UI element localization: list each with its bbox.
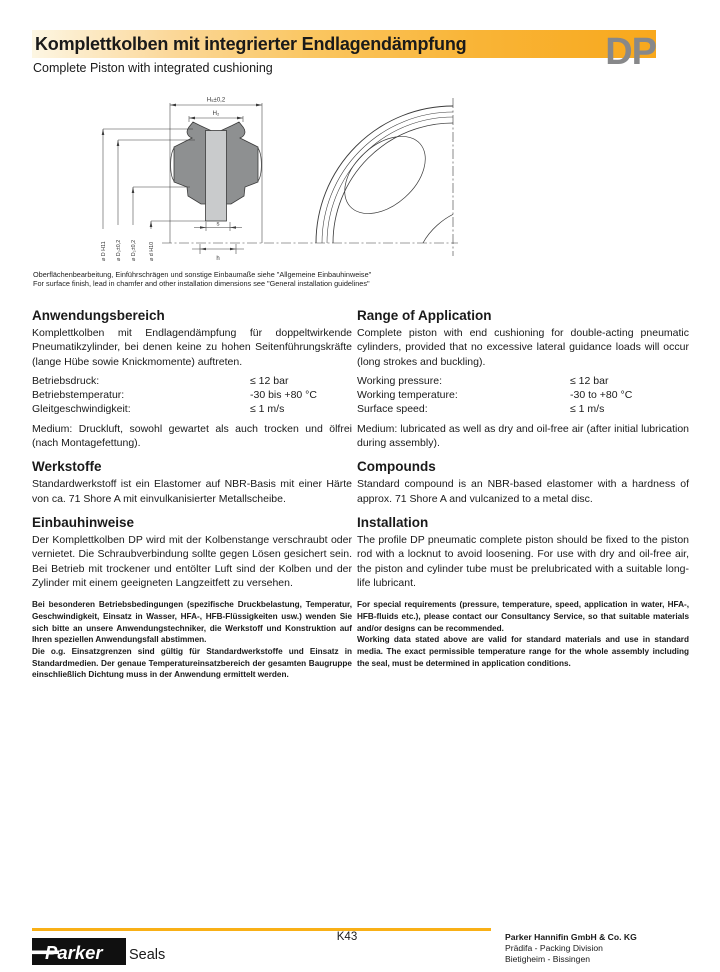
- piston-front-view: [316, 106, 461, 264]
- fine-print-en: [357, 599, 689, 669]
- piston-cross-section: [171, 122, 262, 221]
- spec-label: Surface speed:: [357, 403, 428, 416]
- paragraph-medium-en: Medium: lubricated as well as dry and oil-free air (after initial lubrication during assembly).: [357, 422, 689, 450]
- spec-row: [32, 402, 352, 416]
- heading-werkstoffe: Werkstoffe: [32, 459, 102, 475]
- brand-block: [32, 938, 165, 965]
- spec-table-de: [32, 374, 352, 417]
- product-code: DP: [605, 31, 656, 73]
- spoke-cutout-partial: [404, 195, 461, 264]
- dim-label-s: s: [216, 221, 220, 228]
- spec-row: [357, 374, 689, 388]
- company-name: Parker Hannifin GmbH & Co. KG: [505, 932, 637, 942]
- dim-label-d2: ⌀ D₂±0,2: [131, 239, 137, 261]
- paragraph-medium-de: Medium: Druckluft, sowohl gewartet als auch trocken und ölfrei (nach Montagefettung).: [32, 422, 352, 450]
- heading-compounds: Compounds: [357, 459, 436, 475]
- page-title: Komplettkolben mit integrierter Endlagendämpfung: [35, 34, 467, 54]
- heading-einbauhinweise: Einbauhinweise: [32, 514, 135, 530]
- dim-label-h: h: [216, 256, 220, 262]
- spec-value: ≤ 1 m/s: [250, 403, 285, 416]
- company-address: [505, 932, 637, 965]
- note: Bei besonderen Betriebsbedingungen (spezifische Druckbelastung, Temperatur, Geschwindigkeit, Einsatz in Wasser, HFA-, HFB-Flüssigkeiten usw.) wenden Sie sich bitte an unsere Anwendungstechniker, die Werkstoff und Konstruktion auf Ihren speziellen Anwendungsfall abstimmen.: [32, 600, 352, 645]
- dim-label-h2: H₂: [212, 111, 220, 117]
- heading-installation: Installation: [357, 514, 429, 530]
- note: Working data stated above are valid for standard materials and use in standard media. The exact permissible temperature range for the whole assembly including the seal, must be determined in application conditions.: [357, 635, 689, 668]
- spec-value: ≤ 12 bar: [570, 374, 609, 387]
- dim-label-h5: H₅±0,2: [206, 97, 226, 104]
- spec-table-en: [357, 374, 689, 417]
- paragraph-werkstoffe: Standardwerkstoff ist ein Elastomer auf NBR-Basis mit einer Härte von ca. 71 Shore A mit einvulkanisierter Metallscheibe.: [32, 478, 352, 505]
- column-german: [32, 308, 352, 681]
- heading-range-of-application: Range of Application: [357, 308, 492, 323]
- dim-label-d-rod: ⌀ d H10: [149, 241, 155, 261]
- spec-row: [357, 388, 689, 402]
- technical-drawing-area: [96, 86, 461, 269]
- page-number: K43: [336, 931, 358, 943]
- dim-label-d3: ⌀ D₃±0,2: [116, 239, 122, 261]
- spec-row: [32, 374, 352, 388]
- spec-value: -30 to +80 °C: [570, 389, 633, 402]
- page-subtitle: Complete Piston with integrated cushioning: [33, 61, 273, 75]
- technical-drawing: [96, 86, 461, 264]
- dim-label-d: ⌀ D H11: [101, 241, 107, 261]
- spec-value: -30 bis +80 °C: [250, 389, 317, 402]
- metal-disc-section: [206, 131, 227, 222]
- logo-wordmark: Parker: [45, 942, 103, 963]
- spec-row: [357, 402, 689, 416]
- company-location: Bietigheim - Bissingen: [505, 954, 591, 964]
- paragraph-compounds: Standard compound is an NBR-based elastomer with a hardness of approx. 71 Shore A and vulcanized to a metal disc.: [357, 478, 689, 505]
- company-division: Prädifa - Packing Division: [505, 943, 603, 953]
- paragraph-application: Complete piston with end cushioning for double-acting pneumatic cylinders, provided that no excessive lateral guidance loads will occur (long strokes and buckling).: [357, 327, 689, 368]
- paragraph-einbauhinweise: Der Komplettkolben DP wird mit der Kolbenstange verschraubt oder vernietet. Die Schraubverbindung sollte gegen Lösen gesichert sein. Bei Betrieb mit trockener und entölter Luft sind der Kolben und der Zylinder mit einem geeigneten Langzeitfett zu versehen.: [32, 533, 352, 589]
- heading-anwendungsbereich: Anwendungsbereich: [32, 308, 165, 323]
- spec-label: Gleitgeschwindigkeit:: [32, 403, 131, 416]
- spec-row: [32, 388, 352, 402]
- spoke-cutout: [330, 121, 440, 228]
- note: For special requirements (pressure, temperature, speed, application in water, HFA-, HFB-fluids etc.), please contact our Consultancy Service, so that suitable materials and/or designs can be recommended.: [357, 600, 689, 633]
- drawing-caption: [33, 270, 371, 288]
- spec-value: ≤ 12 bar: [250, 374, 289, 387]
- drawing-caption-en: For surface finish, lead in chamfer and other installation dimensions see "General installation guidelines": [33, 279, 370, 289]
- spec-label: Working temperature:: [357, 389, 458, 402]
- parker-logo: [32, 938, 126, 965]
- column-english: [357, 308, 689, 681]
- spec-label: Working pressure:: [357, 374, 443, 387]
- brand-suffix: Seals: [129, 947, 166, 963]
- paragraph-installation: The profile DP pneumatic complete piston should be fixed to the piston rod with a locknut to avoid loosening. For use with dry and oil-free air, the piston and cylinder tube must be prelubricated with a suitable long-life lubricant.: [357, 533, 689, 589]
- spec-label: Betriebsdruck:: [32, 374, 100, 387]
- paragraph-anwendung: Komplettkolben mit Endlagendämpfung für doppeltwirkende Pneumatikzylinder, bei denen keine zu hohen Seitenführungskräfte (lange Hübe sowie Knickmomente) auftreten.: [32, 327, 352, 368]
- spec-value: ≤ 1 m/s: [570, 403, 605, 416]
- content-columns: [32, 308, 689, 681]
- note: Die o.g. Einsatzgrenzen sind gültig für Standardwerkstoffe und Einsatz in Standardmedien. Der genaue Temperatureinsatzbereich der gesamten Baugruppe einschließlich Dichtung muss in der Anwendung ermittelt werden.: [32, 646, 352, 680]
- fine-print-de: [32, 599, 352, 681]
- spec-label: Betriebstemperatur:: [32, 389, 125, 402]
- drawing-caption-de: Oberflächenbearbeitung, Einführschrägen und sonstige Einbaumaße siehe "Allgemeine Einbauhinweise": [33, 270, 372, 279]
